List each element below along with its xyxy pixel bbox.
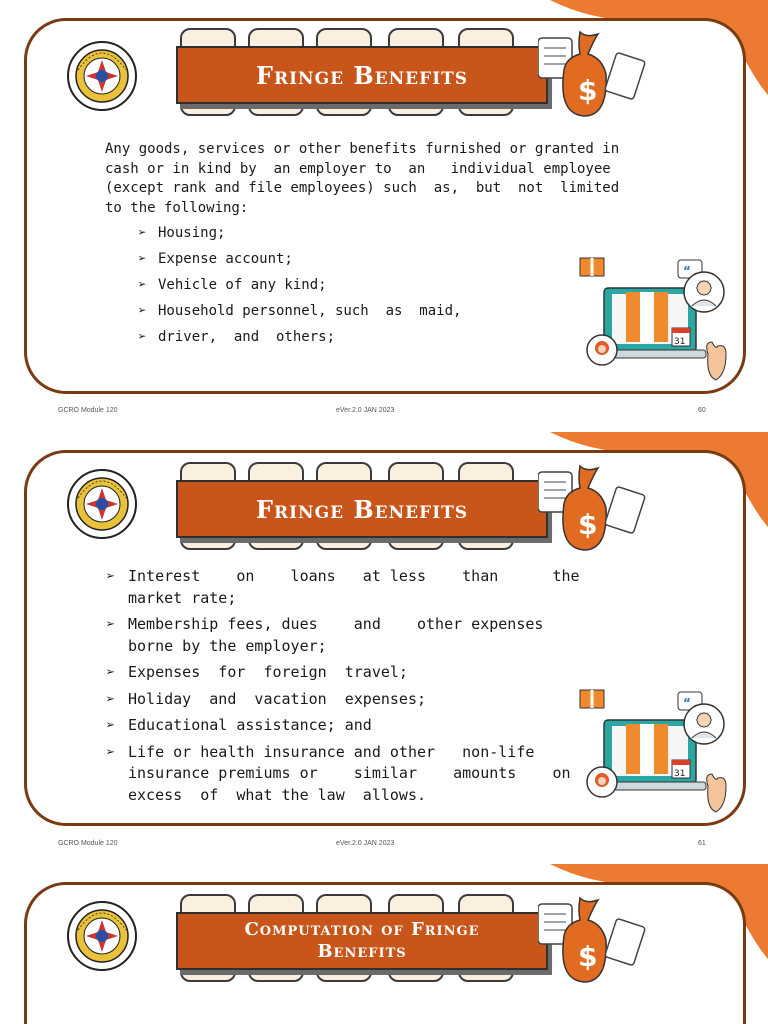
hand-icon <box>707 342 726 380</box>
bullet-list <box>106 566 596 811</box>
list-item: ➢ Educational assistance; and <box>106 715 596 737</box>
bullet-arrow-icon: ➢ <box>106 716 116 734</box>
banner-bar <box>176 480 548 538</box>
bullet-arrow-icon: ➢ <box>106 689 116 708</box>
footer-module: GCRO Module 120 <box>58 840 118 847</box>
avatar-icon <box>684 272 724 312</box>
laptop-illustration <box>576 682 736 822</box>
svg-text:$: $ <box>578 74 598 107</box>
bir-seal-icon <box>66 468 138 540</box>
intro-paragraph: Any goods, services or other benefits furnished or granted in cash or in kind by an employer to an individual employee (except rank and file employees) such as, but not limited to the following: <box>105 141 620 216</box>
svg-text:$: $ <box>578 940 598 973</box>
bullet-arrow-icon: ➢ <box>138 225 147 241</box>
slide-title: Fringe Benefits <box>255 494 469 524</box>
bullet-arrow-icon: ➢ <box>106 567 116 585</box>
bullet-arrow-icon: ➢ <box>138 277 147 293</box>
bir-seal-icon <box>66 900 138 972</box>
list-item: ➢ Vehicle of any kind; <box>138 277 327 293</box>
calendar-icon <box>672 328 690 347</box>
bullet-arrow-icon: ➢ <box>138 303 147 319</box>
avatar-icon <box>684 704 724 744</box>
list-item: ➢ Membership fees, dues and other expenses borne by the employer; <box>106 615 544 655</box>
title-banner <box>176 902 548 972</box>
footer-version: eVer.2.0 JAN 2023 <box>336 840 395 847</box>
svg-text:31: 31 <box>674 337 686 347</box>
list-item: ➢ Interest on loans at less than the market rate; <box>106 567 580 607</box>
slide-title: Computation of Fringe Benefits <box>244 919 480 962</box>
svg-text:31: 31 <box>674 769 686 779</box>
footer-page-number: 61 <box>698 840 706 847</box>
banner-bar <box>176 912 548 970</box>
gift-icon <box>580 690 604 708</box>
avatar-icon <box>587 767 617 797</box>
slide-62 <box>0 864 768 1024</box>
hand-icon <box>707 774 726 812</box>
footer-module: GCRO Module 120 <box>58 407 118 414</box>
bir-seal-icon <box>66 40 138 112</box>
title-banner <box>176 36 548 106</box>
bullet-arrow-icon: ➢ <box>106 663 116 681</box>
bullet-arrow-icon: ➢ <box>138 251 147 267</box>
footer-version: eVer.2.0 JAN 2023 <box>336 407 395 414</box>
svg-text:“: “ <box>683 264 691 278</box>
footer-page-number: 60 <box>698 407 706 414</box>
money-bag-icon <box>538 896 648 986</box>
bullet-list <box>138 224 461 354</box>
laptop-illustration <box>576 250 736 390</box>
banner-bar <box>176 46 548 104</box>
list-item: ➢ Housing; <box>138 225 226 241</box>
slide-60 <box>0 0 768 425</box>
list-item: ➢ Holiday and vacation expenses; <box>106 689 596 711</box>
list-item: ➢ driver, and others; <box>138 329 336 345</box>
svg-text:$: $ <box>578 508 598 541</box>
money-bag-icon <box>538 30 648 120</box>
slide-61 <box>0 432 768 857</box>
money-bag-icon <box>538 464 648 554</box>
bullet-arrow-icon: ➢ <box>138 329 147 345</box>
list-item: ➢ Household personnel, such as maid, <box>138 303 462 319</box>
svg-text:“: “ <box>683 696 691 710</box>
avatar-icon <box>587 335 617 365</box>
gift-icon <box>580 258 604 276</box>
calendar-icon <box>672 760 690 779</box>
list-item: ➢ Life or health insurance and other non-life insurance premiums or similar amounts on excess of what the law allows. <box>106 742 571 804</box>
list-item: ➢ Expense account; <box>138 251 293 267</box>
title-banner <box>176 470 548 540</box>
bullet-arrow-icon: ➢ <box>106 615 116 633</box>
list-item: ➢ Expenses for foreign travel; <box>106 662 596 684</box>
slide-title: Fringe Benefits <box>255 60 469 90</box>
bullet-arrow-icon: ➢ <box>106 742 116 761</box>
